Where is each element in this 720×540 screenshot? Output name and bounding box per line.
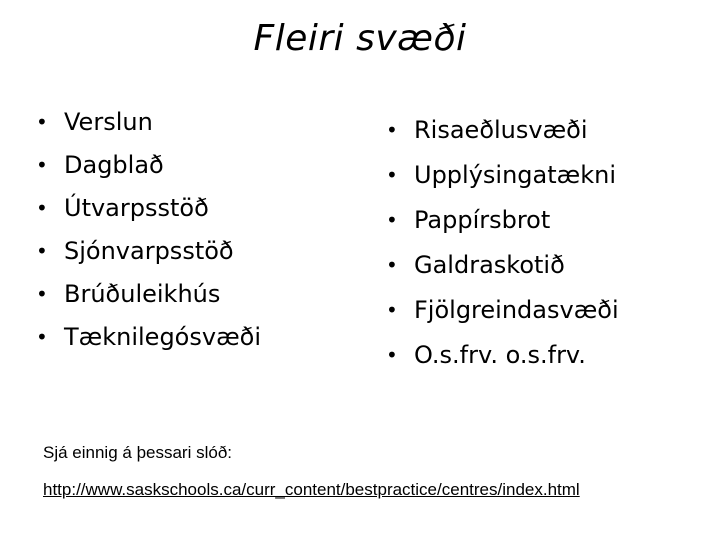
list-item-label: Upplýsingatækni <box>414 160 616 189</box>
bullet-icon: • <box>386 207 398 232</box>
bullet-icon: • <box>386 252 398 277</box>
see-also-text: Sjá einnig á þessari slóð: <box>43 443 233 462</box>
list-item <box>36 229 261 272</box>
resource-link[interactable]: http://www.saskschools.ca/curr_content/bestpractice/centres/index.html <box>43 480 580 499</box>
bullet-icon: • <box>386 342 398 367</box>
list-item-label: Útvarpsstöð <box>64 193 209 222</box>
bullet-icon: • <box>36 195 48 220</box>
list-item-label: O.s.frv. o.s.frv. <box>414 340 586 369</box>
list-item-label: Galdraskotið <box>414 250 565 279</box>
bullet-icon: • <box>36 238 48 263</box>
list-item <box>386 242 619 287</box>
list-item <box>386 287 619 332</box>
list-item-label: Verslun <box>64 107 153 136</box>
list-item-label: Brúðuleikhús <box>64 279 221 308</box>
bullet-icon: • <box>386 162 398 187</box>
bullet-icon: • <box>386 297 398 322</box>
right-bullet-list <box>386 107 619 377</box>
list-item-label: Pappírsbrot <box>414 205 551 234</box>
list-item-label: Tæknilegósvæði <box>64 322 261 351</box>
bullet-icon: • <box>386 117 398 142</box>
list-item-label: Fjölgreindasvæði <box>414 295 619 324</box>
list-item <box>36 143 261 186</box>
list-item <box>386 332 619 377</box>
list-item <box>386 152 619 197</box>
list-item-label: Sjónvarpsstöð <box>64 236 234 265</box>
list-item <box>386 107 619 152</box>
list-item-label: Risaeðlusvæði <box>414 115 588 144</box>
bullet-icon: • <box>36 109 48 134</box>
list-item <box>36 100 261 143</box>
list-item <box>36 315 261 358</box>
bullet-icon: • <box>36 152 48 177</box>
list-item <box>36 186 261 229</box>
list-item-label: Dagblað <box>64 150 164 179</box>
list-item <box>36 272 261 315</box>
bullet-icon: • <box>36 281 48 306</box>
bullet-icon: • <box>36 324 48 349</box>
slide-title: Fleiri svæði <box>253 18 467 59</box>
list-item <box>386 197 619 242</box>
left-bullet-list <box>36 100 261 358</box>
